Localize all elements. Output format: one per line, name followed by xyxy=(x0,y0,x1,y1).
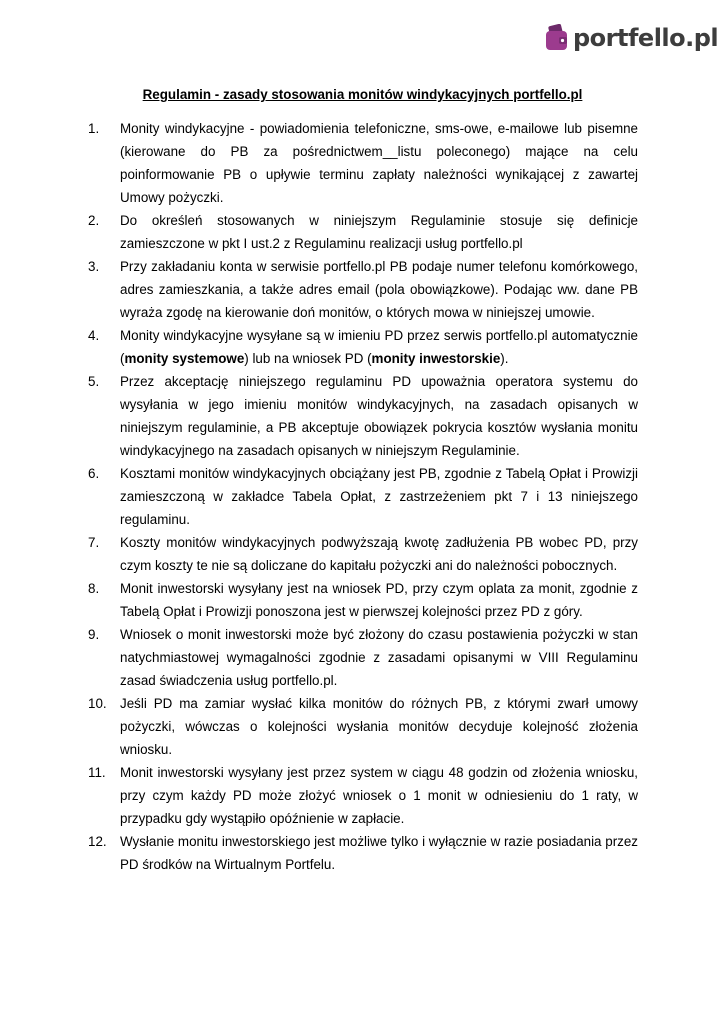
clause-text: Przy zakładaniu konta w serwisie portfello.pl PB podaje numer telefonu komórkowego, adres zamieszkania, a także adres email (pola obowiązkowe). Podając ww. dane PB wyraża zgodę na kierowanie doń monitów, o których mowa w niniejszej umowie. xyxy=(120,259,638,320)
clause-number: 1. xyxy=(88,121,100,136)
clause-text: Koszty monitów windykacyjnych podwyższają kwotę zadłużenia PB wobec PD, przy czym koszty te nie są doliczane do kapitału pożyczki ani do należności pobocznych. xyxy=(120,535,638,573)
clause-text-part: Monity windykacyjne wysyłane są w imieniu PD przez serwis portfello.pl automatycznie ( xyxy=(120,328,638,366)
document-title: Regulamin - zasady stosowania monitów windykacyjnych portfello.pl xyxy=(142,87,583,102)
clause-1 xyxy=(88,117,638,209)
clause-text xyxy=(120,328,638,366)
portfello-logo xyxy=(545,24,718,52)
clause-number: 7. xyxy=(88,535,100,550)
logo-wordmark: portfello.pl xyxy=(573,24,719,52)
clause-11 xyxy=(88,761,638,830)
clause-10 xyxy=(88,692,638,761)
clause-2 xyxy=(88,209,638,255)
clause-8 xyxy=(88,577,638,623)
clause-4 xyxy=(88,324,638,370)
clause-number: 10. xyxy=(88,696,107,711)
clause-5 xyxy=(88,370,638,462)
bold-term-system: monity systemowe xyxy=(124,351,245,366)
clause-text: Wysłanie monitu inwestorskiego jest możliwe tylko i wyłącznie w razie posiadania przez PD środków na Wirtualnym Portfelu. xyxy=(120,834,638,872)
clause-12 xyxy=(88,830,638,876)
clause-text-part: ). xyxy=(500,351,509,366)
clause-text: Kosztami monitów windykacyjnych obciążany jest PB, zgodnie z Tabelą Opłat i Prowizji zamieszczoną w zakładce Tabela Opłat, z zastrzeżeniem pkt 7 i 13 niniejszego regulaminu. xyxy=(120,466,638,527)
clause-text: Monit inwestorski wysyłany jest na wniosek PD, przy czym oplata za monit, zgodnie z Tabelą Opłat i Prowizji ponoszona jest w pierwszej kolejności przez PD z góry. xyxy=(120,581,638,619)
clause-text: Do określeń stosowanych w niniejszym Regulaminie stosuje się definicje zamieszczone w pkt I ust.2 z Regulaminu realizacji usług portfello.pl xyxy=(120,213,638,251)
clause-number: 11. xyxy=(88,765,106,780)
clause-number: 8. xyxy=(88,581,100,596)
bold-term-investor: monity inwestorskie xyxy=(371,351,501,366)
clause-7 xyxy=(88,531,638,577)
wallet-icon xyxy=(545,24,569,52)
clause-number: 12. xyxy=(88,834,107,849)
clause-number: 5. xyxy=(88,374,100,389)
clause-list xyxy=(88,117,638,876)
clause-9 xyxy=(88,623,638,692)
clause-text-part: ) lub na wniosek PD ( xyxy=(244,351,372,366)
clause-text: Wniosek o monit inwestorski może być złożony do czasu postawienia pożyczki w stan natychmiastowej wymagalności zgodnie z zasadami opisanymi w VIII Regulaminu zasad świadczenia usług portfello.pl. xyxy=(120,627,638,688)
clause-number: 9. xyxy=(88,627,100,642)
clause-text: Monity windykacyjne - powiadomienia telefoniczne, sms-owe, e-mailowe lub pisemne (kierowane do PB za pośrednictwem__listu poleconego) mające na celu poinformowanie PB o upływie terminu zapłaty należności wynikającej z zawartej Umowy pożyczki. xyxy=(120,121,638,205)
clause-number: 2. xyxy=(88,213,100,228)
clause-number: 6. xyxy=(88,466,100,481)
clause-text: Monit inwestorski wysyłany jest przez system w ciągu 48 godzin od złożenia wniosku, przy czym każdy PD może złożyć wniosek o 1 monit w odniesieniu do 1 raty, w przypadku gdy wystąpiło opóźnienie w zapłacie. xyxy=(120,765,638,826)
clause-number: 4. xyxy=(88,328,100,343)
clause-number: 3. xyxy=(88,259,100,274)
clause-6 xyxy=(88,462,638,531)
clause-text: Jeśli PD ma zamiar wysłać kilka monitów do różnych PB, z którymi zwarł umowy pożyczki, wówczas o kolejności wysłania monitów decyduje kolejność złożenia wniosku. xyxy=(120,696,638,757)
clause-3 xyxy=(88,255,638,324)
clause-text: Przez akceptację niniejszego regulaminu PD upoważnia operatora systemu do wysyłania w jego imieniu monitów windykacyjnych, na zasadach opisanych w niniejszym regulaminie, a PB akceptuje obowiązek pokrycia kosztów wysłania monitu windykacyjnego na zasadach opisanych w niniejszym Regulaminie. xyxy=(120,374,638,458)
